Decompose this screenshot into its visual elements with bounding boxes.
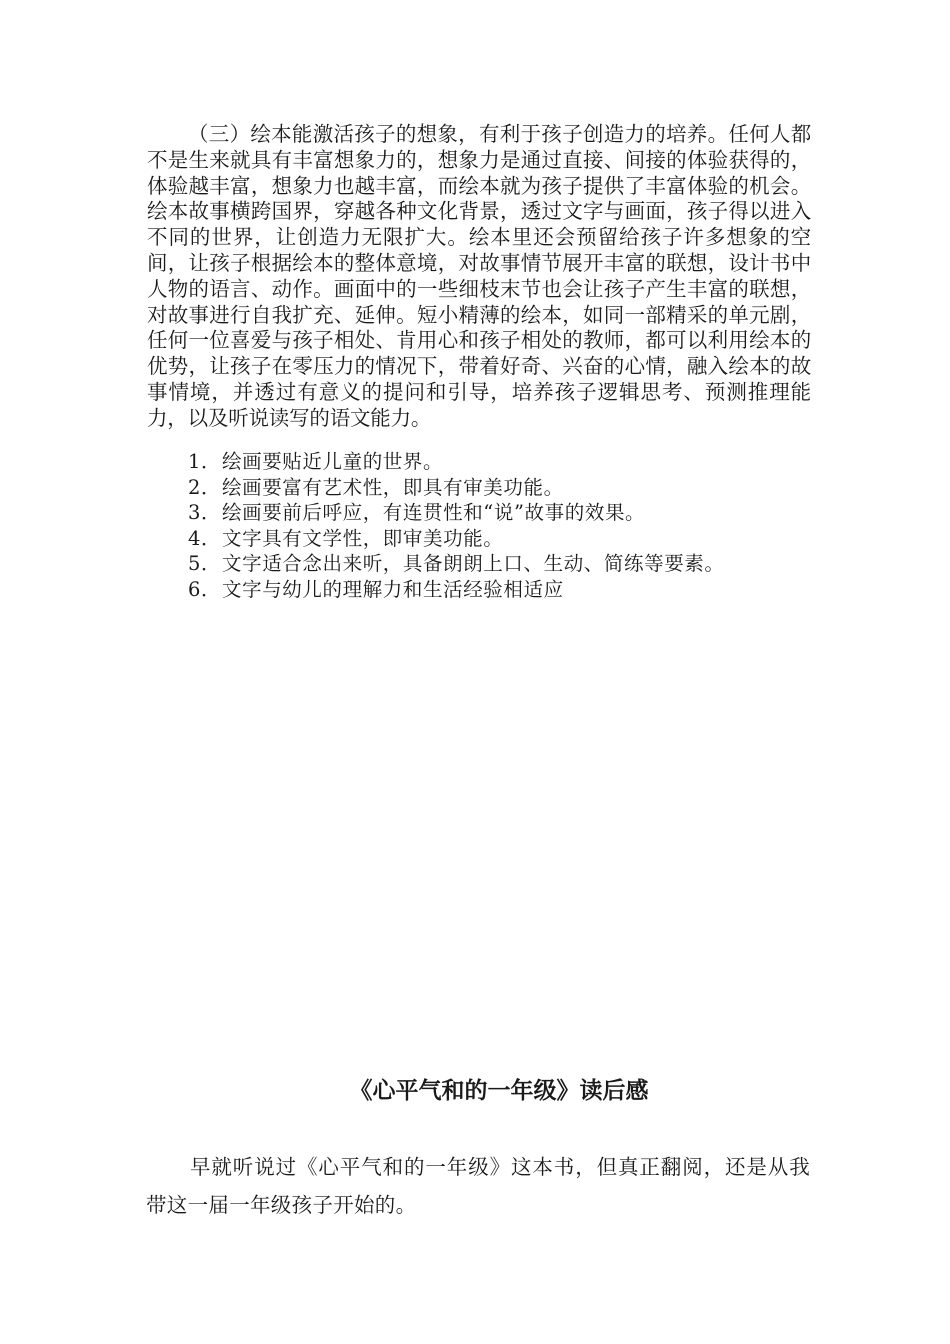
list-item-number: 3．: [188, 501, 222, 524]
list-item: [188, 551, 725, 577]
list-item-text: 绘画要前后呼应，有连贯性和“说”故事的效果。: [222, 501, 646, 524]
essay-opening-paragraph: 早就听说过《心平气和的一年级》这本书，但真正翻阅，还是从我带这一届一年级孩子开始的。: [146, 1155, 810, 1217]
list-item: [188, 526, 725, 552]
list-item: [188, 500, 725, 526]
list-item-number: 2．: [188, 475, 222, 499]
picture-book-criteria-list: [188, 449, 725, 602]
list-item-number: 1．: [188, 450, 222, 473]
list-item: [188, 449, 725, 475]
list-item-text: 文字具有文学性，即审美功能。: [222, 526, 504, 550]
list-item-text: 绘画要富有艺术性，即具有审美功能。: [222, 475, 564, 499]
list-item: [188, 475, 725, 501]
list-item-number: 6．: [188, 577, 222, 601]
list-item-text: 文字适合念出来听，具备朗朗上口、生动、简练等要素。: [222, 552, 725, 575]
list-item-number: 5．: [188, 552, 222, 575]
section-3-paragraph: （三）绘本能激活孩子的想象，有利于孩子创造力的培养。任何人都不是生来就具有丰富想象力的，想象力是通过直接、间接的体验获得的，体验越丰富，想象力也越丰富，而绘本就为孩子提供了丰富体验的机会。绘本故事横跨国界，穿越各种文化背景，透过文字与画面，孩子得以进入不同的世界，让创造力无限扩大。绘本里还会预留给孩子许多想象的空间，让孩子根据绘本的整体意境，对故事情节展开丰富的联想，设计书中人物的语言、动作。画面中的一些细枝末节也会让孩子产生丰富的联想，对故事进行自我扩充、延伸。短小精薄的绘本，如同一部精采的单元剧，任何一位喜爱与孩子相处、肯用心和孩子相处的教师，都可以利用绘本的优势，让孩子在零压力的情况下，带着好奇、兴奋的心情，融入绘本的故事情境，并透过有意义的提问和引导，培养孩子逻辑思考、预测推理能力，以及听说读写的语文能力。: [147, 122, 811, 430]
list-item-text: 文字与幼儿的理解力和生活经验相适应: [222, 577, 564, 601]
list-item: [188, 577, 725, 603]
essay-title: 《心平气和的一年级》读后感: [349, 1078, 649, 1104]
list-item-text: 绘画要贴近儿童的世界。: [222, 450, 444, 473]
list-item-number: 4．: [188, 526, 222, 550]
